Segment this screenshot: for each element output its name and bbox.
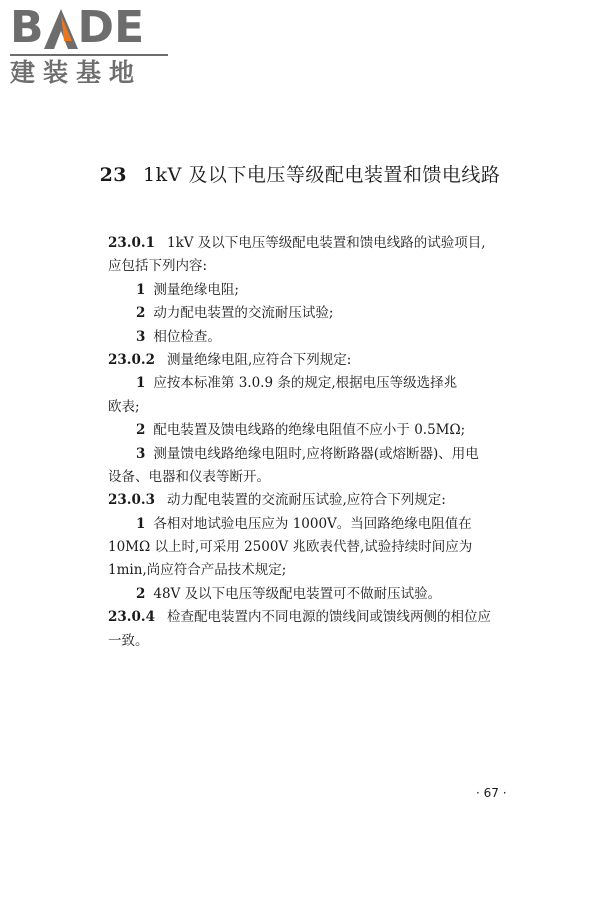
item-text: 相位检查。 <box>153 328 221 345</box>
item-number: 1 <box>136 281 146 298</box>
clause-23-0-3 <box>108 489 528 512</box>
clause-text: 动力配电装置的交流耐压试验,应符合下列规定: <box>166 492 446 509</box>
list-item <box>108 302 528 325</box>
clause-text: 1kV 及以下电压等级配电装置和馈电线路的试验项目, <box>166 235 486 251</box>
text-line: 一致。 <box>108 632 149 649</box>
text-line: 欧表; <box>108 398 140 415</box>
logo-wordmark: B DE <box>10 2 145 53</box>
clause-text: 测量绝缘电阻,应符合下列规定: <box>166 351 352 368</box>
item-text: 测量馈电线路绝缘电阻时,应将断路器(或熔断器)、用电 <box>153 445 479 462</box>
list-item <box>108 326 528 349</box>
item-text: 应按本标准第 3.0.9 条的规定,根据电压等级选择兆 <box>153 375 458 392</box>
clause-23-0-4 <box>108 606 528 629</box>
logo-rule <box>10 54 168 56</box>
text-line: 1min,尚应符合产品技术规定; <box>108 562 287 579</box>
clause-23-0-1 <box>108 232 528 255</box>
item-text: 配电装置及馈电线路的绝缘电阻值不应小于 0.5MΩ; <box>153 422 466 439</box>
item-text: 测量绝缘电阻; <box>153 281 239 298</box>
clause-text: 检查配电装置内不同电源的馈线间或馈线两侧的相位应 <box>166 609 491 626</box>
clause-number: 23.0.4 <box>108 609 155 626</box>
item-number: 1 <box>136 515 146 532</box>
text-line: 设备、电器和仪表等断开。 <box>108 468 270 485</box>
item-text: 48V 及以下电压等级配电装置可不做耐压试验。 <box>153 585 442 602</box>
clause-number: 23.0.3 <box>108 492 155 509</box>
list-item <box>108 513 528 536</box>
document-body <box>108 232 528 653</box>
item-number: 3 <box>136 445 146 462</box>
logo-a-mark <box>44 9 78 49</box>
item-number: 1 <box>136 375 146 392</box>
clause-23-0-2 <box>108 349 528 372</box>
bade-logo <box>10 2 180 88</box>
item-text: 动力配电装置的交流耐压试验; <box>153 305 334 322</box>
list-item <box>108 443 528 466</box>
list-item <box>108 419 528 442</box>
list-item <box>108 583 528 606</box>
clause-number: 23.0.1 <box>108 235 155 251</box>
list-item <box>108 279 528 302</box>
clause-number: 23.0.2 <box>108 351 155 368</box>
section-number: 23 <box>99 164 128 186</box>
page-number: · 67 · <box>476 786 507 800</box>
text-line: 应包括下列内容: <box>108 258 208 275</box>
section-title-text: 1kV 及以下电压等级配电装置和馈电线路 <box>143 164 501 186</box>
logo-subtitle: 建装基地 <box>10 58 143 87</box>
item-number: 2 <box>136 422 146 439</box>
list-item <box>108 372 528 395</box>
item-text: 各相对地试验电压应为 1000V。当回路绝缘电阻值在 <box>153 515 472 532</box>
item-number: 3 <box>136 328 146 345</box>
text-line: 10MΩ 以上时,可采用 2500V 兆欧表代替,试验持续时间应为 <box>108 539 473 556</box>
item-number: 2 <box>136 585 146 602</box>
section-title <box>0 160 600 187</box>
item-number: 2 <box>136 305 146 322</box>
